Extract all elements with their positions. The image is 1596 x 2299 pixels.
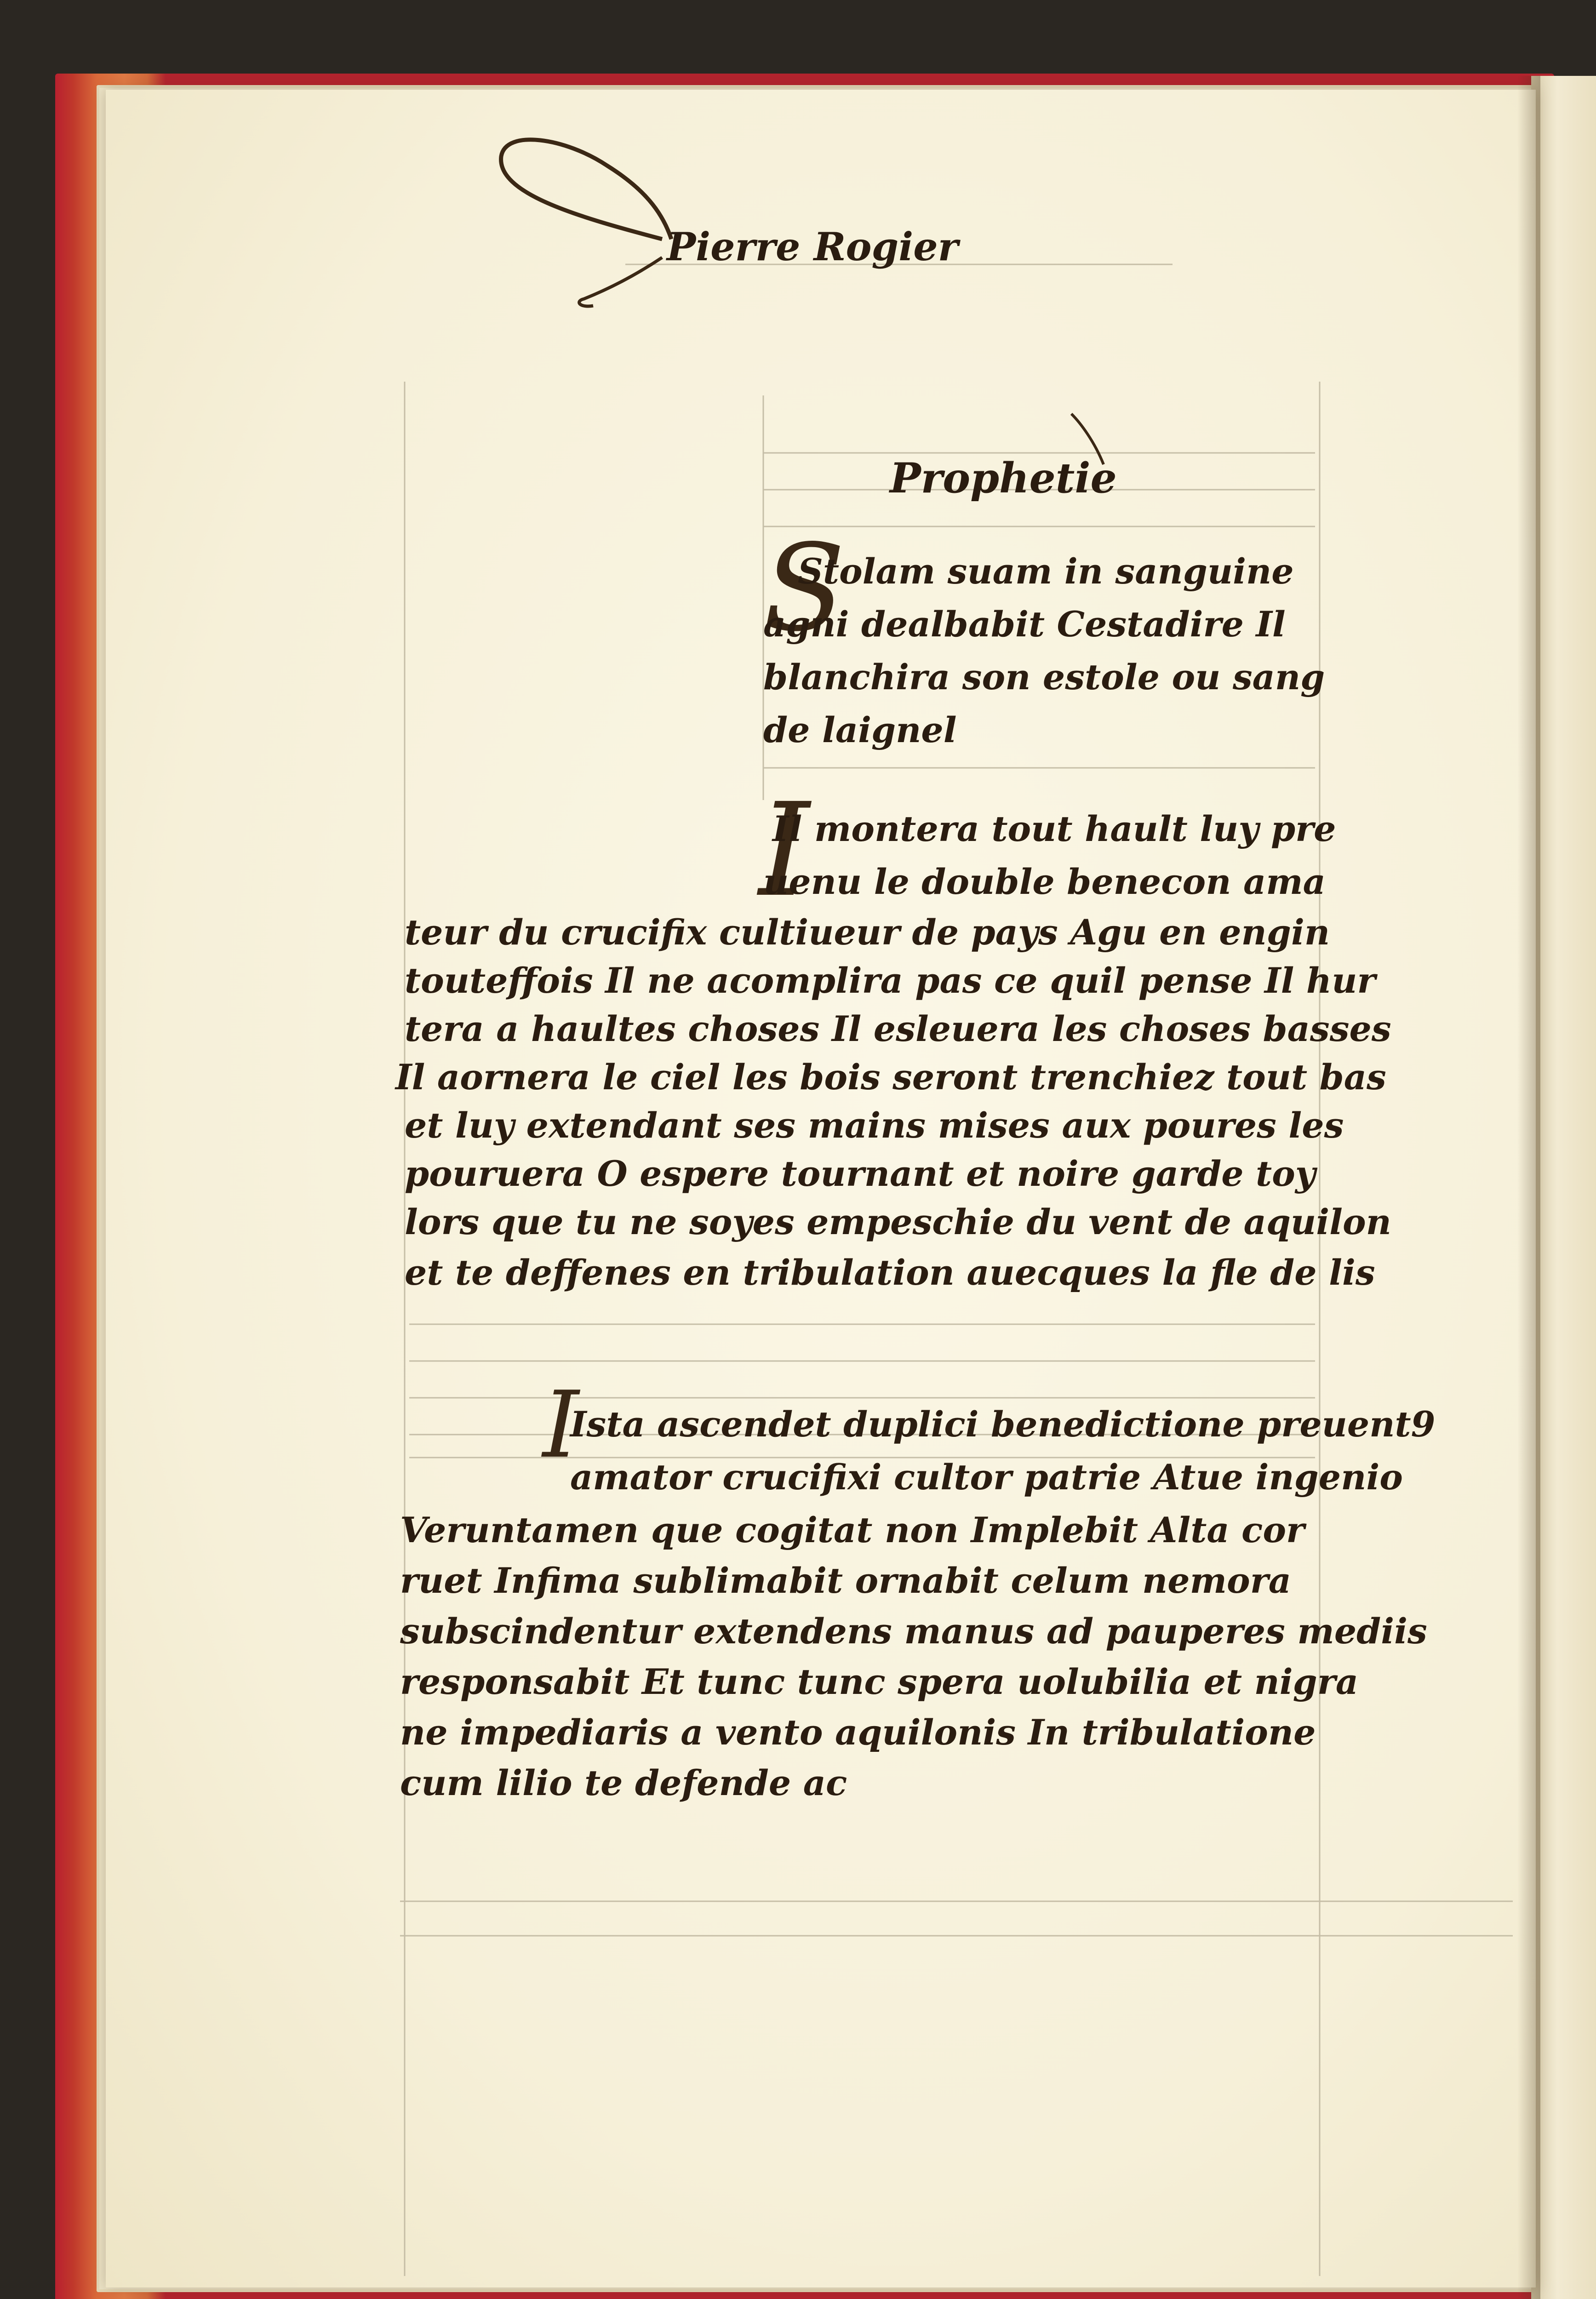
french-line: agni dealbabit Cestadire Il xyxy=(763,604,1286,645)
french-line: Il montera tout hault luy pre xyxy=(772,808,1336,849)
french-line: Il aornera le ciel les bois seront trenchiez tout bas xyxy=(395,1057,1386,1098)
latin-line: ruet Infima sublimabit ornabit celum nemora xyxy=(400,1560,1291,1601)
decorated-initial-s: S xyxy=(763,519,846,658)
latin-line: responsabit Et tunc tunc spera uolubilia et nigra xyxy=(400,1661,1359,1702)
manuscript-title: Pierre Rogier xyxy=(667,224,958,269)
latin-line: subscindentur extendens manus ad pauperes mediis xyxy=(400,1611,1427,1652)
french-line: de laignel xyxy=(763,709,957,750)
latin-line: cum lilio te defende ac xyxy=(400,1762,847,1803)
french-line: et luy extendant ses mains mises aux poures les xyxy=(405,1105,1344,1146)
latin-line: amator crucifixi cultor patrie Atue ingenio xyxy=(570,1457,1403,1498)
decorated-initial-i: I xyxy=(759,776,810,926)
french-line: tera a haultes choses Il esleuera les choses basses xyxy=(405,1008,1391,1049)
french-line: lors que tu ne soyes empeschie du vent de aquilon xyxy=(405,1201,1391,1242)
latin-line: Ista ascendet duplici benedictione preuent9 xyxy=(570,1404,1436,1445)
french-line: et te deffenes en tribulation auecques la fle de lis xyxy=(405,1252,1375,1293)
french-line: pouruera O espere tournant et noire garde toy xyxy=(405,1153,1316,1194)
prophecy-heading: Prophetie xyxy=(890,454,1117,503)
french-line: blanchira son estole ou sang xyxy=(763,657,1325,698)
french-line: Stolam suam in sanguine xyxy=(798,551,1294,592)
decorated-initial-i-latin: I xyxy=(543,1372,579,1479)
french-line: teur du crucifix cultiueur de pays Agu en engin xyxy=(405,912,1330,953)
french-line: uenu le double benecon ama xyxy=(763,861,1326,902)
french-line: touteffois Il ne acomplira pas ce quil pense Il hur xyxy=(405,960,1376,1001)
latin-line: ne impediaris a vento aquilonis In tribulatione xyxy=(400,1712,1316,1753)
latin-line: Veruntamen que cogitat non Implebit Alta cor xyxy=(400,1510,1305,1550)
